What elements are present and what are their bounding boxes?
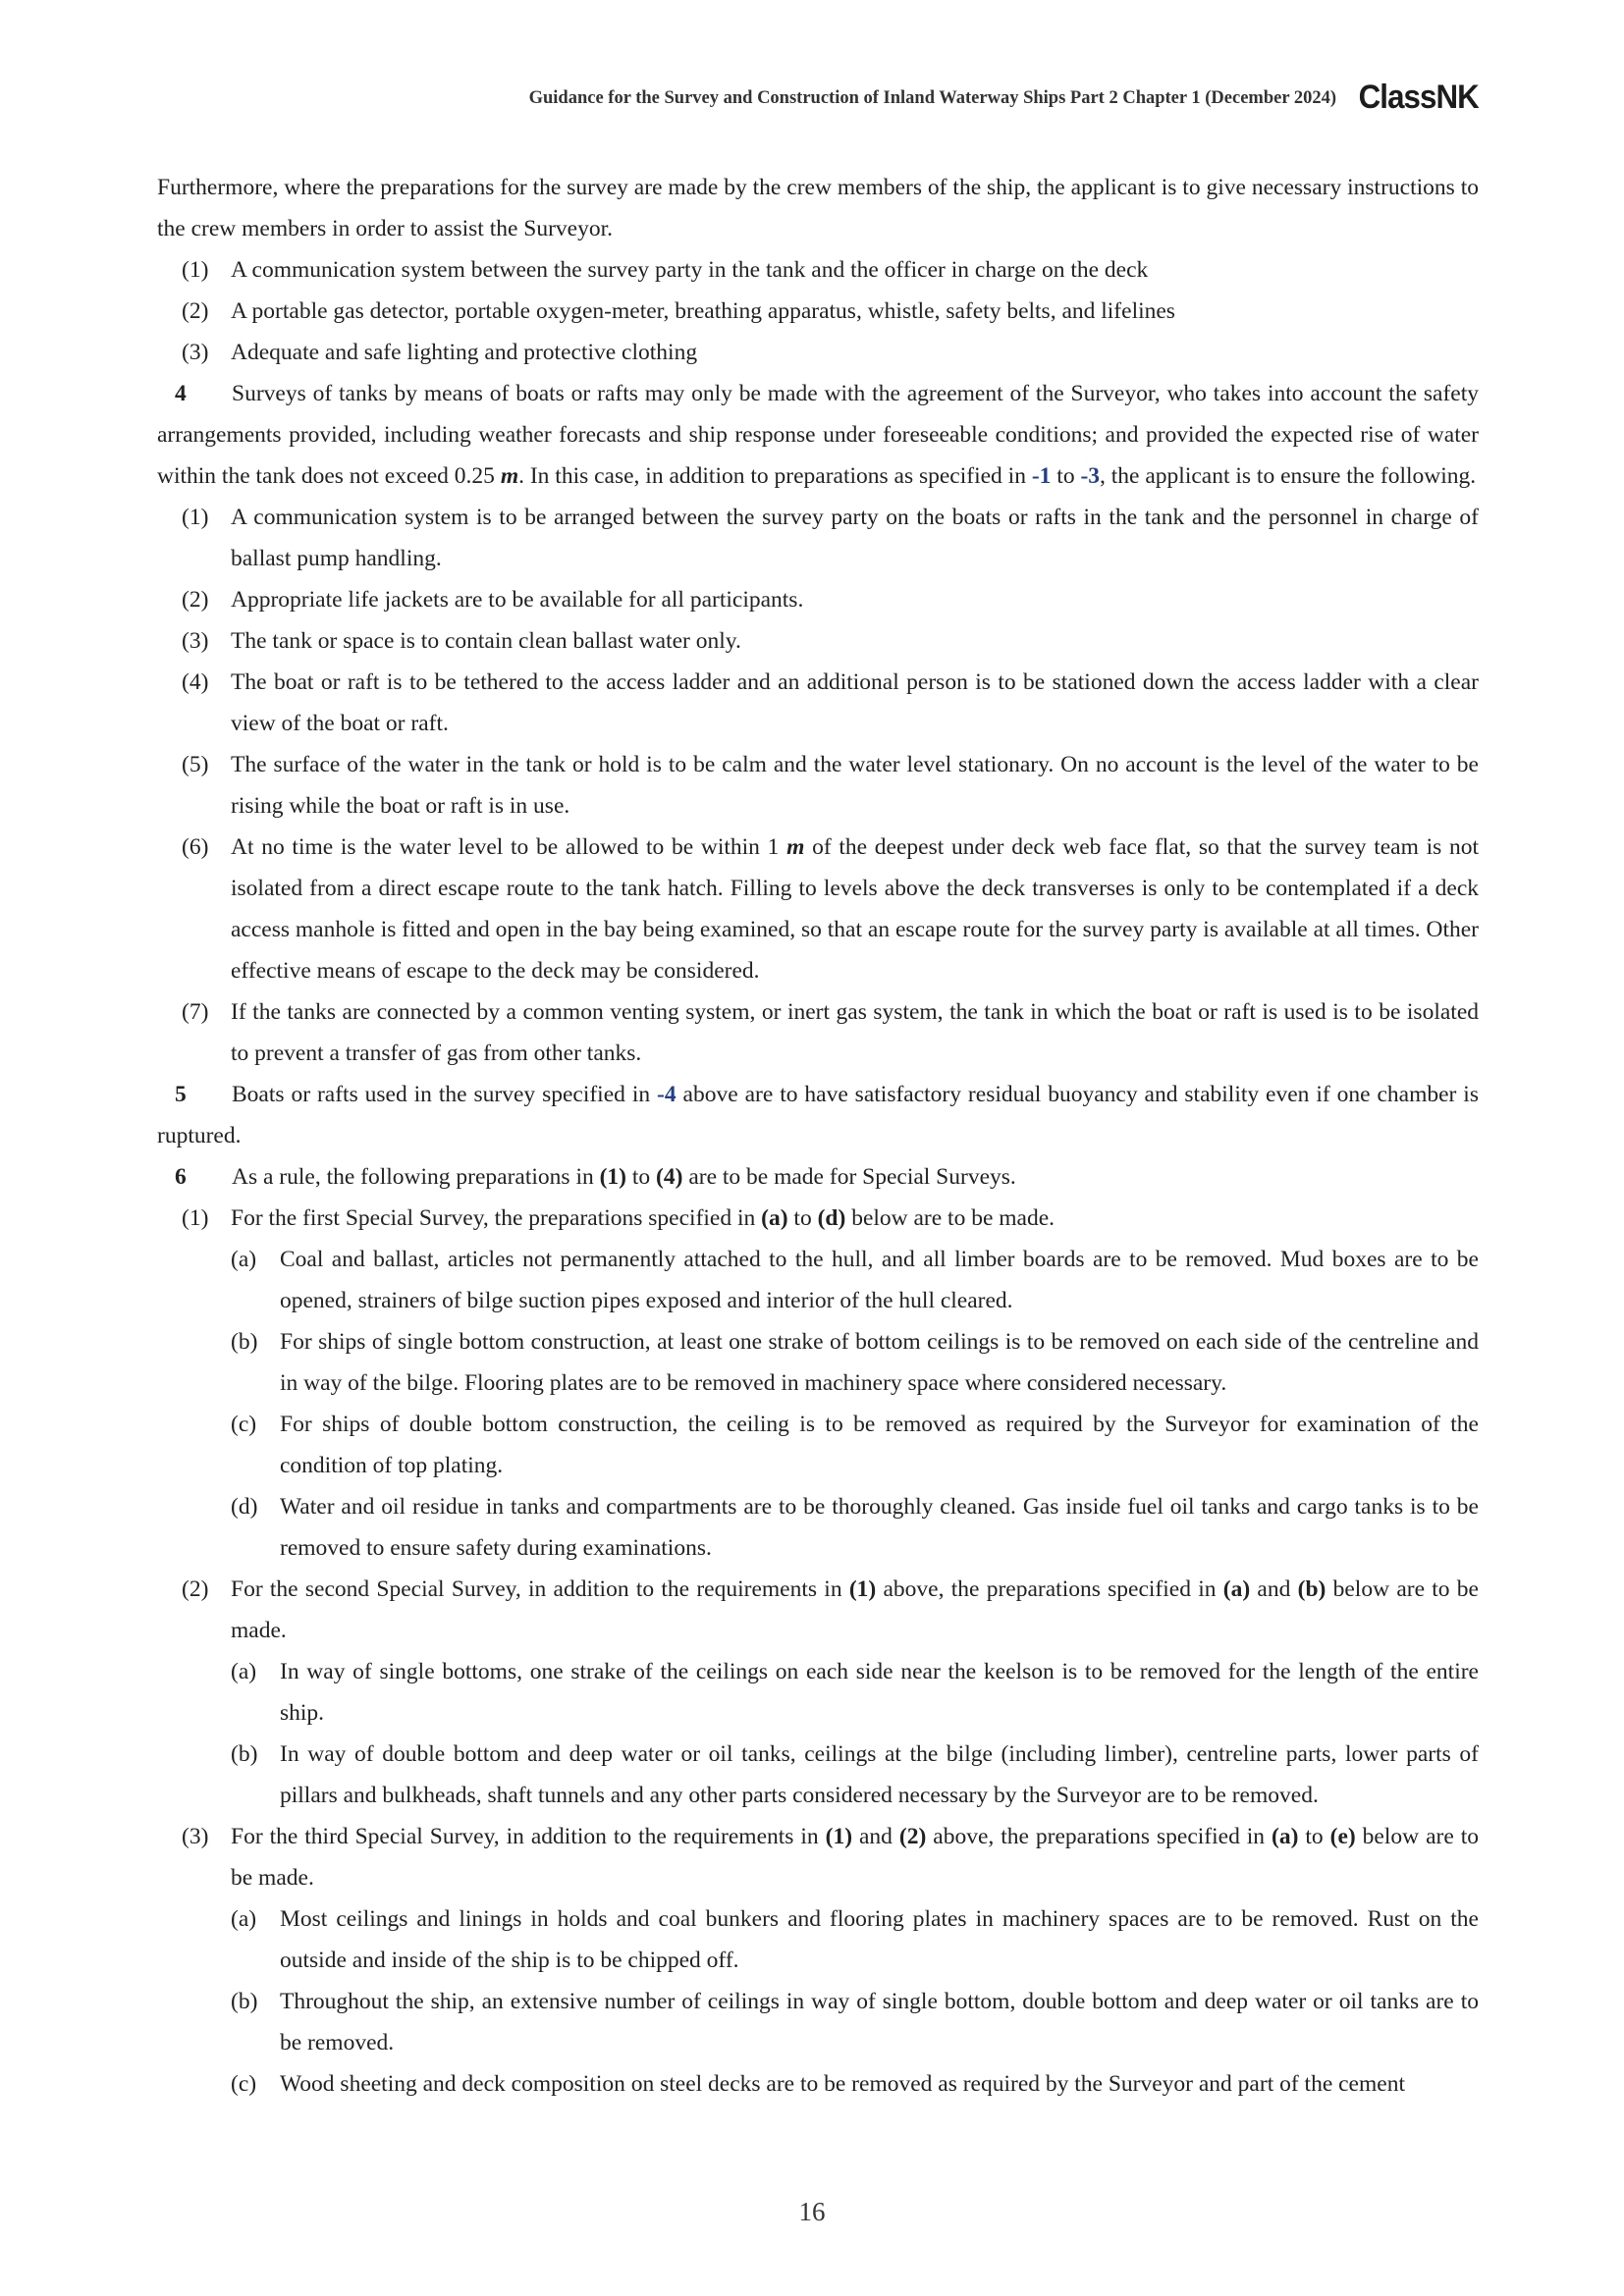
item-number: (6) bbox=[182, 834, 209, 860]
item-number: (1) bbox=[182, 257, 209, 283]
item-number: (4) bbox=[182, 669, 209, 695]
item-number: (2) bbox=[182, 587, 209, 613]
item-text: The tank or space is to contain clean ballast water only. bbox=[231, 628, 741, 654]
list-item bbox=[157, 332, 1479, 373]
item-text: A communication system between the survey party in the tank and the officer in charge on the deck bbox=[231, 257, 1149, 283]
sub-item-text: Coal and ballast, articles not permanently attached to the hull, and all limber boards are to be removed. Mud boxes are to be opened, strainers of bilge suction pipes exposed and interior of the hull cleared. bbox=[280, 1247, 1479, 1313]
cross-reference-link[interactable]: -3 bbox=[1080, 463, 1101, 489]
item-text: A portable gas detector, portable oxygen-meter, breathing apparatus, whistle, safety belts, and lifelines bbox=[231, 298, 1175, 324]
sub-item-letter: (b) bbox=[231, 1741, 258, 1767]
list-item bbox=[157, 1816, 1479, 1898]
paragraph-number: 4 bbox=[175, 381, 187, 406]
sub-item bbox=[157, 1404, 1479, 1486]
item-text: For the first Special Survey, the preparations specified in (a) to (d) below are to be made. bbox=[231, 1205, 1056, 1231]
sub-item-letter: (b) bbox=[231, 1329, 258, 1355]
item-text: For the second Special Survey, in addition to the requirements in (1) above, the preparations specified in (a) and (b) below are to be made. bbox=[231, 1576, 1479, 1643]
item-number: (5) bbox=[182, 752, 209, 777]
sub-item-text: Water and oil residue in tanks and compartments are to be thoroughly cleaned. Gas inside fuel oil tanks and cargo tanks is to be removed to ensure safety during examinations. bbox=[280, 1494, 1479, 1561]
unit: m bbox=[500, 463, 519, 489]
sub-item bbox=[157, 1651, 1479, 1734]
sub-item bbox=[157, 1981, 1479, 2063]
item-number: (1) bbox=[182, 1205, 209, 1231]
item-text: At no time is the water level to be allowed to be within 1 m of the deepest under deck web face flat, so that the survey team is not isolated from a direct escape route to the tank hatch. Filling to levels above the deck transverses is only to be contemplated if a deck access manhole is fitted and open in the bay being examined, so that an escape route for the survey party is available at all times. Other effective means of escape to the deck may be considered. bbox=[231, 834, 1479, 984]
paragraph-4: 4 Surveys of tanks by means of boats or rafts may only be made with the agreement of the Surveyor, who takes into account the safety arrangements provided, including weather forecasts and ship response under foreseeable conditions; and provided the expected rise of water within the tank does not exceed 0.25 m. In this case, in addition to preparations as specified in -1 to -3, the applicant is to ensure the following. bbox=[157, 373, 1479, 497]
paragraph-number: 5 bbox=[175, 1082, 187, 1107]
list-item bbox=[157, 579, 1479, 620]
item-text: If the tanks are connected by a common venting system, or inert gas system, the tank in which the boat or raft is used is to be isolated to prevent a transfer of gas from other tanks. bbox=[231, 999, 1479, 1066]
sub-item bbox=[157, 1486, 1479, 1569]
sub-item-letter: (c) bbox=[231, 1412, 257, 1437]
sub-item-text: In way of single bottoms, one strake of the ceilings on each side near the keelson is to be removed for the length of the entire ship. bbox=[280, 1659, 1479, 1726]
list-item bbox=[157, 827, 1479, 991]
item-number: (2) bbox=[182, 298, 209, 324]
list-item bbox=[157, 744, 1479, 827]
sub-item bbox=[157, 1898, 1479, 1981]
sub-item-text: For ships of double bottom construction, the ceiling is to be removed as required by the Surveyor for examination of the condition of top plating. bbox=[280, 1412, 1479, 1478]
sub-item bbox=[157, 2063, 1479, 2105]
paragraph-5: 5 Boats or rafts used in the survey specified in -4 above are to have satisfactory residual buoyancy and stability even if one chamber is ruptured. bbox=[157, 1074, 1479, 1156]
intro-paragraph: Furthermore, where the preparations for the survey are made by the crew members of the ship, the applicant is to give necessary instructions to the crew members in order to assist the Surveyor. bbox=[157, 175, 1479, 241]
unit: m bbox=[786, 834, 805, 860]
list-item bbox=[157, 662, 1479, 744]
sub-item-text: Wood sheeting and deck composition on steel decks are to be removed as required by the Surveyor and part of the cement bbox=[280, 2071, 1405, 2097]
sub-item-text: Throughout the ship, an extensive number of ceilings in way of single bottom, double bottom and deep water or oil tanks are to be removed. bbox=[280, 1989, 1479, 2056]
list-item bbox=[157, 1569, 1479, 1651]
page-header bbox=[157, 79, 1479, 118]
sub-item-letter: (b) bbox=[231, 1989, 258, 2014]
cross-reference-link[interactable]: -4 bbox=[657, 1082, 677, 1107]
sub-item-letter: (d) bbox=[231, 1494, 258, 1520]
paragraph-number: 6 bbox=[175, 1164, 187, 1190]
item-text: Appropriate life jackets are to be available for all participants. bbox=[231, 587, 804, 613]
page-number: 16 bbox=[798, 2197, 826, 2226]
item-number: (3) bbox=[182, 1824, 209, 1849]
sub-item-text: Most ceilings and linings in holds and coal bunkers and flooring plates in machinery spaces are to be removed. Rust on the outside and inside of the ship is to be chipped off. bbox=[280, 1906, 1479, 1973]
item-number: (2) bbox=[182, 1576, 209, 1602]
cross-reference-link[interactable]: -1 bbox=[1031, 463, 1052, 489]
item-text: A communication system is to be arranged between the survey party on the boats or rafts in the tank and the personnel in charge of ballast pump handling. bbox=[231, 505, 1479, 571]
sub-item bbox=[157, 1239, 1479, 1321]
item-number: (1) bbox=[182, 505, 209, 530]
sub-item-text: For ships of single bottom construction, at least one strake of bottom ceilings is to be removed on each side of the centreline and in way of the bilge. Flooring plates are to be removed in machinery space where considered necessary. bbox=[280, 1329, 1479, 1396]
list-item bbox=[157, 291, 1479, 332]
list-item bbox=[157, 991, 1479, 1074]
paragraph-6: 6 As a rule, the following preparations in (1) to (4) are to be made for Special Surveys. bbox=[157, 1156, 1479, 1198]
sub-item-letter: (a) bbox=[231, 1247, 257, 1272]
item-text: The surface of the water in the tank or hold is to be calm and the water level stationary. On no account is the level of the water to be rising while the boat or raft is in use. bbox=[231, 752, 1479, 819]
item-text: The boat or raft is to be tethered to the access ladder and an additional person is to be stationed down the access ladder with a clear view of the boat or raft. bbox=[231, 669, 1479, 736]
document-body bbox=[157, 167, 1479, 2105]
item-number: (3) bbox=[182, 628, 209, 654]
item-number: (7) bbox=[182, 999, 209, 1025]
sub-item bbox=[157, 1734, 1479, 1816]
sub-item-letter: (a) bbox=[231, 1906, 257, 1932]
list-item bbox=[157, 497, 1479, 579]
sub-item-text: In way of double bottom and deep water or oil tanks, ceilings at the bilge (including limber), centreline parts, lower parts of pillars and bulkheads, shaft tunnels and any other parts considered necessary by the Surveyor are to be removed. bbox=[280, 1741, 1479, 1808]
sub-item-letter: (a) bbox=[231, 1659, 257, 1684]
sub-item-letter: (c) bbox=[231, 2071, 257, 2097]
document-title: Guidance for the Survey and Construction of Inland Waterway Ships Part 2 Chapter 1 (December 2024) bbox=[528, 88, 1336, 108]
list-item bbox=[157, 1198, 1479, 1239]
item-number: (3) bbox=[182, 340, 209, 365]
list-item bbox=[157, 249, 1479, 291]
item-text: For the third Special Survey, in addition to the requirements in (1) and (2) above, the preparations specified in (a) to (e) below are to be made. bbox=[231, 1824, 1479, 1891]
list-item bbox=[157, 620, 1479, 662]
item-text: Adequate and safe lighting and protective clothing bbox=[231, 340, 698, 365]
classnk-logo: ClassNK bbox=[1358, 79, 1479, 116]
sub-item bbox=[157, 1321, 1479, 1404]
